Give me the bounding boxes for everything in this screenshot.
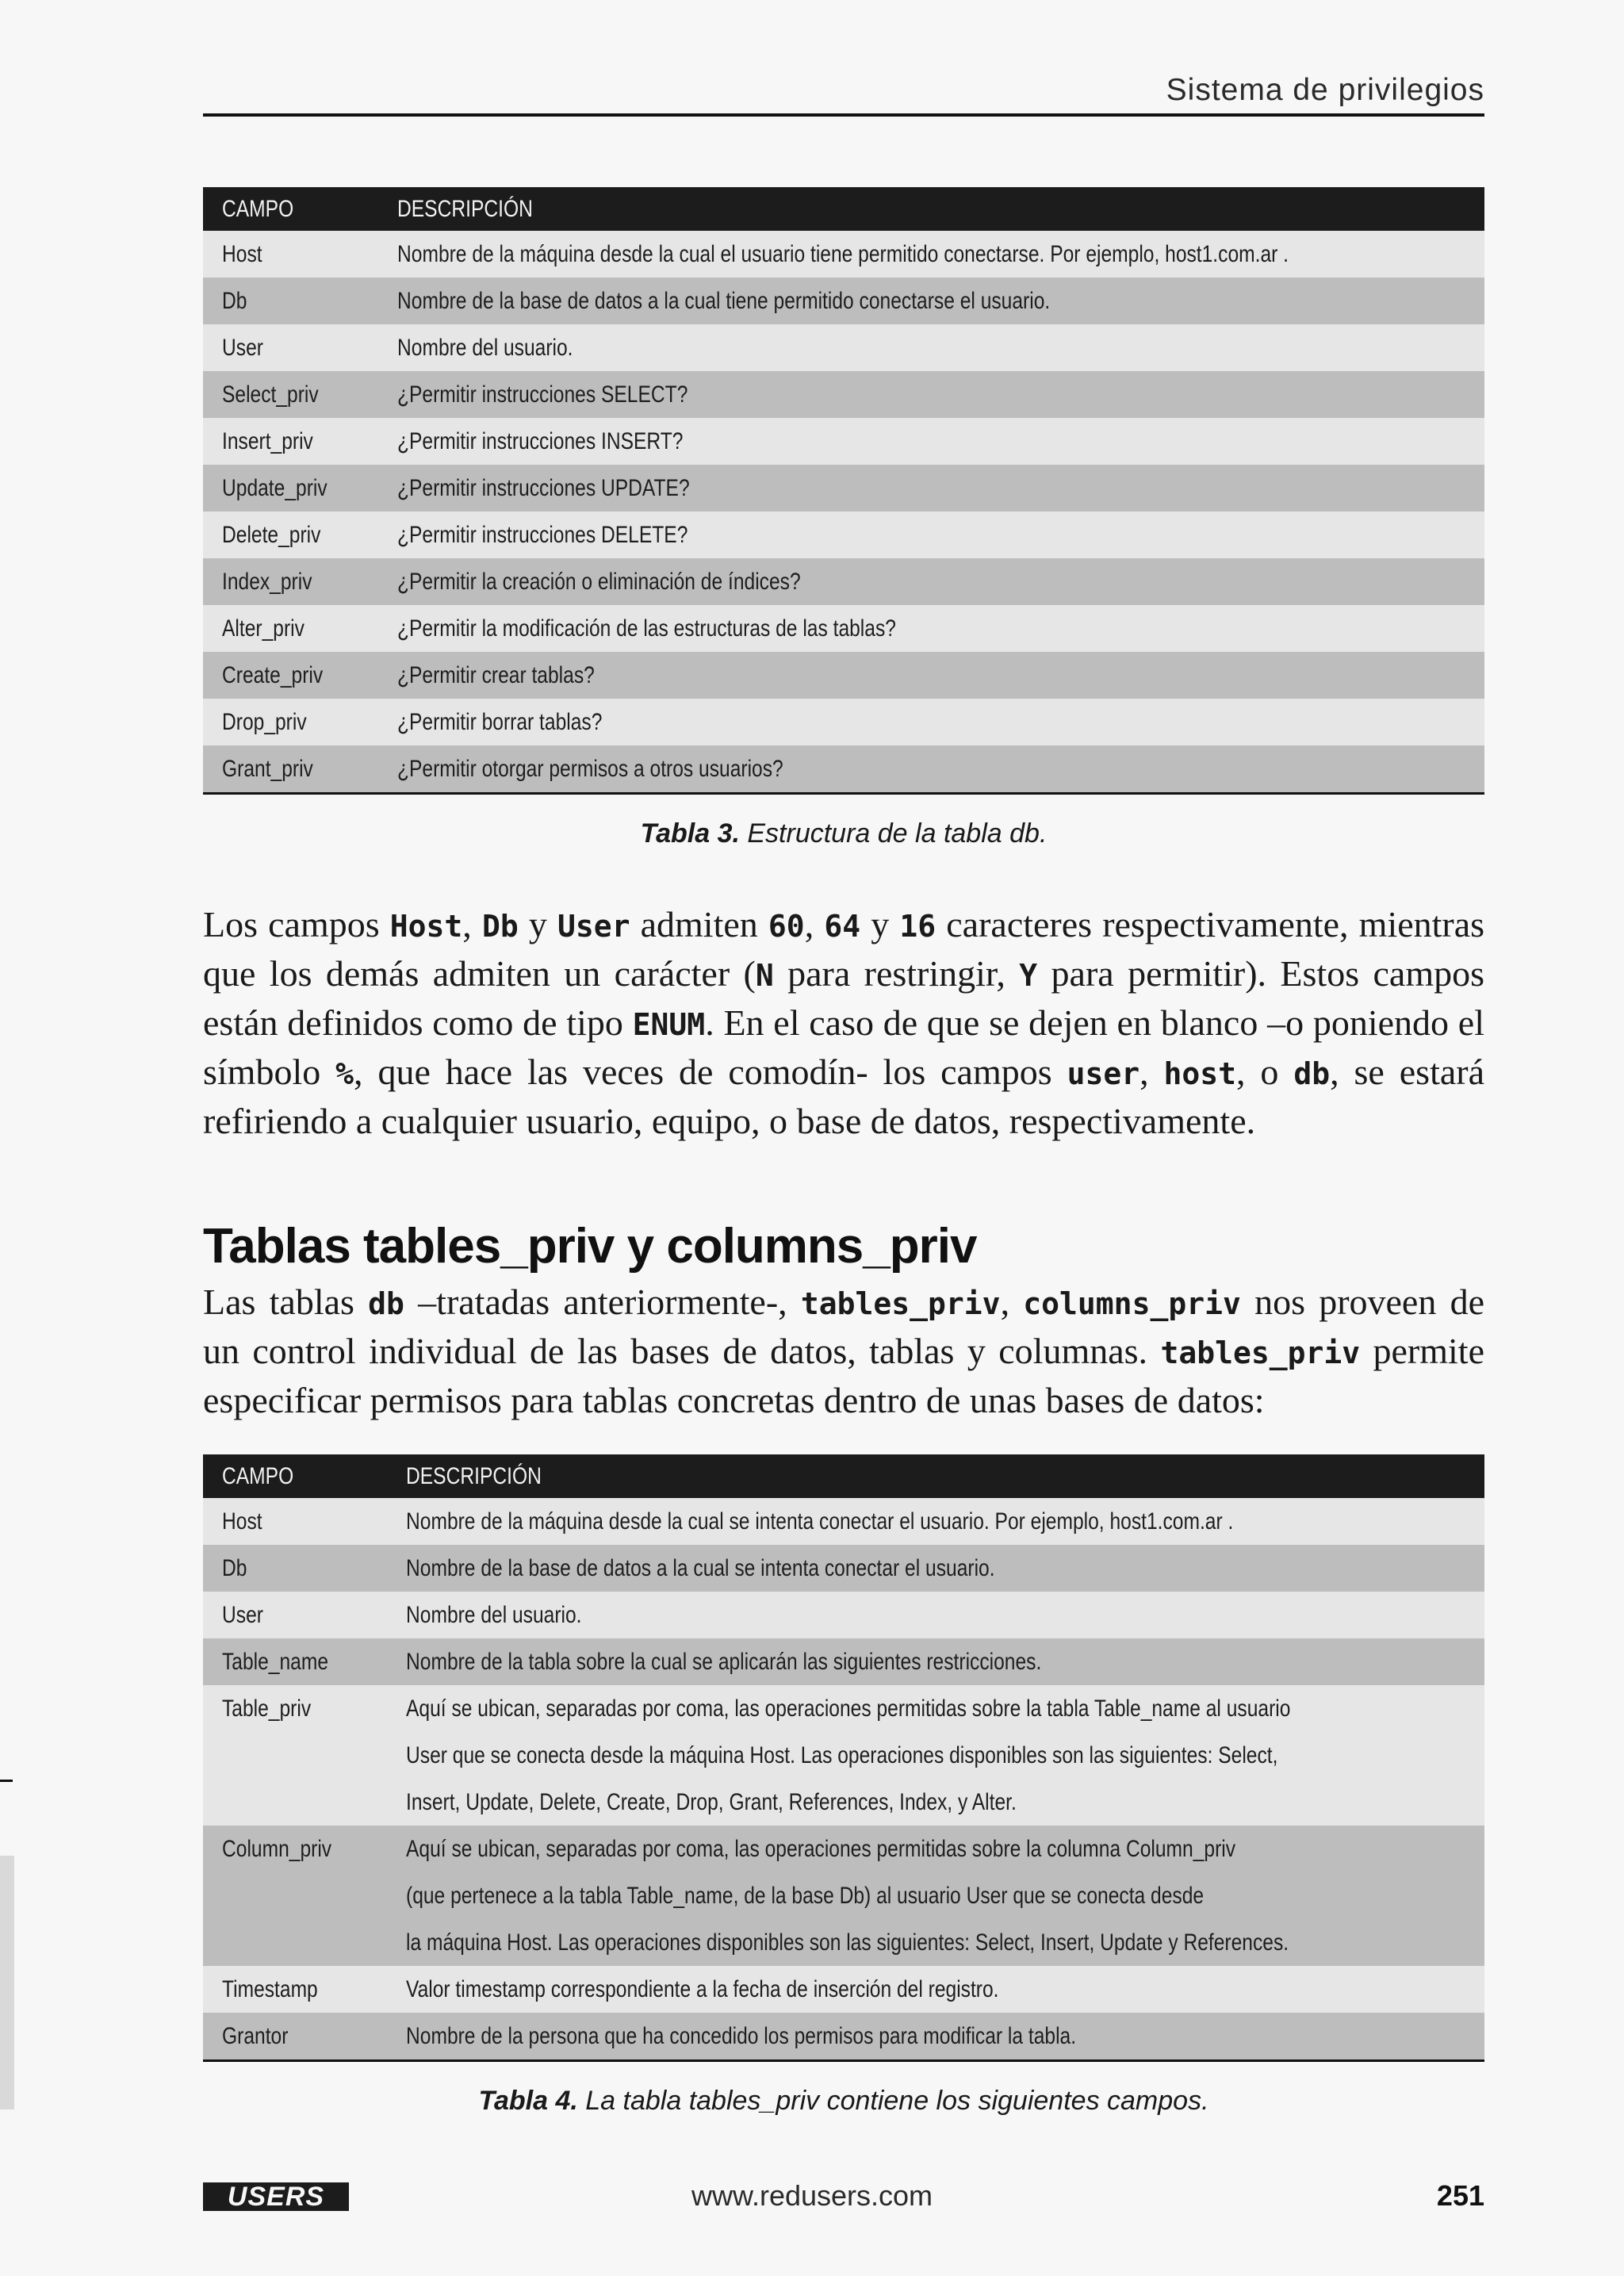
table-row xyxy=(203,1966,1484,2013)
table-row xyxy=(203,418,1484,465)
column-header-campo: CAMPO xyxy=(203,1454,387,1498)
table4-caption: Tabla 4. La tabla tables_priv contiene los siguientes campos. xyxy=(478,2086,1209,2116)
field-description: ¿Permitir borrar tablas? xyxy=(378,699,1484,745)
table-row xyxy=(203,745,1484,794)
table-row xyxy=(203,699,1484,745)
field-description: ¿Permitir instrucciones DELETE? xyxy=(378,512,1484,558)
table-row xyxy=(203,558,1484,605)
field-description: Nombre de la máquina desde la cual se intenta conectar el usuario. Por ejemplo, host1.com.ar . xyxy=(387,1498,1484,1545)
field-name: Table_name xyxy=(203,1638,387,1685)
field-description: Nombre de la tabla sobre la cual se aplicarán las siguientes restricciones. xyxy=(387,1638,1484,1685)
field-name: Grantor xyxy=(203,2013,387,2061)
table-row xyxy=(203,371,1484,418)
table-row xyxy=(203,605,1484,652)
field-description: Aquí se ubican, separadas por coma, las operaciones permitidas sobre la columna Column_priv (que pertenece a la tabla Table_name, de la base Db) al usuario User que se conecta desde la máquina Host. Las operaciones disponibles son las siguientes: Select, Insert, Update y References. xyxy=(387,1826,1484,1966)
table-row xyxy=(203,2013,1484,2061)
table-db-structure xyxy=(203,187,1484,795)
margin-bar xyxy=(0,1856,14,2109)
field-name: Create_priv xyxy=(203,652,378,699)
field-name: Host xyxy=(203,231,378,278)
margin-mark xyxy=(0,1780,13,1782)
field-name: User xyxy=(203,324,378,371)
table-row xyxy=(203,652,1484,699)
table-header-row xyxy=(203,187,1484,231)
field-description: Nombre de la máquina desde la cual el usuario tiene permitido conectarse. Por ejemplo, host1.com.ar . xyxy=(378,231,1484,278)
users-logo: USERS xyxy=(203,2182,349,2211)
field-name: Insert_priv xyxy=(203,418,378,465)
table-row xyxy=(203,512,1484,558)
table-row xyxy=(203,1826,1484,1966)
table-row xyxy=(203,231,1484,278)
table-row xyxy=(203,1545,1484,1592)
field-description: Nombre de la base de datos a la cual tiene permitido conectarse el usuario. xyxy=(378,278,1484,324)
column-header-descripcion: DESCRIPCIÓN xyxy=(378,187,1484,231)
field-description: ¿Permitir la modificación de las estructuras de las tablas? xyxy=(378,605,1484,652)
field-name: Select_priv xyxy=(203,371,378,418)
field-name: Delete_priv xyxy=(203,512,378,558)
table-row xyxy=(203,1592,1484,1638)
footer-url: www.redusers.com xyxy=(691,2179,933,2212)
field-description: Valor timestamp correspondiente a la fecha de inserción del registro. xyxy=(387,1966,1484,2013)
field-description: ¿Permitir otorgar permisos a otros usuarios? xyxy=(378,745,1484,794)
field-name: Db xyxy=(203,278,378,324)
field-description: ¿Permitir la creación o eliminación de índices? xyxy=(378,558,1484,605)
field-description: Nombre de la base de datos a la cual se intenta conectar el usuario. xyxy=(387,1545,1484,1592)
paragraph-tables-priv: Las tablas db –tratadas anteriormente-, tables_priv, columns_priv nos proveen de un control individual de las bases de datos, tablas y columnas. tables_priv permite especificar permisos para tablas concretas dentro de unas bases de datos: xyxy=(203,1282,1484,1420)
table-row xyxy=(203,1498,1484,1545)
field-name: User xyxy=(203,1592,387,1638)
field-name: Column_priv xyxy=(203,1826,387,1966)
table3-caption: Tabla 3. Estructura de la tabla db. xyxy=(640,818,1048,849)
table-tables-priv xyxy=(203,1454,1484,2062)
field-description: Nombre del usuario. xyxy=(387,1592,1484,1638)
table-row xyxy=(203,465,1484,512)
field-name: Update_priv xyxy=(203,465,378,512)
field-name: Db xyxy=(203,1545,387,1592)
field-description: Nombre del usuario. xyxy=(378,324,1484,371)
field-name: Index_priv xyxy=(203,558,378,605)
field-name: Grant_priv xyxy=(203,745,378,794)
field-name: Host xyxy=(203,1498,387,1545)
table-row xyxy=(203,1685,1484,1826)
table-row xyxy=(203,324,1484,371)
column-header-campo: CAMPO xyxy=(203,187,378,231)
field-name: Alter_priv xyxy=(203,605,378,652)
running-header: Sistema de privilegios xyxy=(1166,73,1484,107)
field-description: ¿Permitir instrucciones SELECT? xyxy=(378,371,1484,418)
field-description: ¿Permitir instrucciones UPDATE? xyxy=(378,465,1484,512)
table-row xyxy=(203,278,1484,324)
field-description: ¿Permitir crear tablas? xyxy=(378,652,1484,699)
table-header-row xyxy=(203,1454,1484,1498)
field-description: Aquí se ubican, separadas por coma, las operaciones permitidas sobre la tabla Table_name al usuario User que se conecta desde la máquina Host. Las operaciones disponibles son las siguientes: Select, Insert, Update, Delete, Create, Drop, Grant, References, Index, y Alter. xyxy=(387,1685,1484,1826)
field-name: Table_priv xyxy=(203,1685,387,1826)
field-description: ¿Permitir instrucciones INSERT? xyxy=(378,418,1484,465)
table-row xyxy=(203,1638,1484,1685)
column-header-descripcion: DESCRIPCIÓN xyxy=(387,1454,1484,1498)
paragraph-field-lengths: Los campos Host, Db y User admiten 60, 64 y 16 caracteres respectivamente, mientras que los demás admiten un carácter (N para restringir, Y para permitir). Estos campos están definidos como de tipo ENUM. En el caso de que se dejen en blanco –o poniendo el símbolo %, que hace las veces de comodín- los campos user, host, o db, se estará refiriendo a cualquier usuario, equipo, o base de datos, respectivamente. xyxy=(203,904,1485,1141)
field-name: Timestamp xyxy=(203,1966,387,2013)
page-number: 251 xyxy=(1436,2179,1484,2212)
field-name: Drop_priv xyxy=(203,699,378,745)
section-title: Tablas tables_priv y columns_priv xyxy=(203,1219,977,1274)
field-description: Nombre de la persona que ha concedido los permisos para modificar la tabla. xyxy=(387,2013,1484,2061)
header-rule xyxy=(203,113,1484,117)
